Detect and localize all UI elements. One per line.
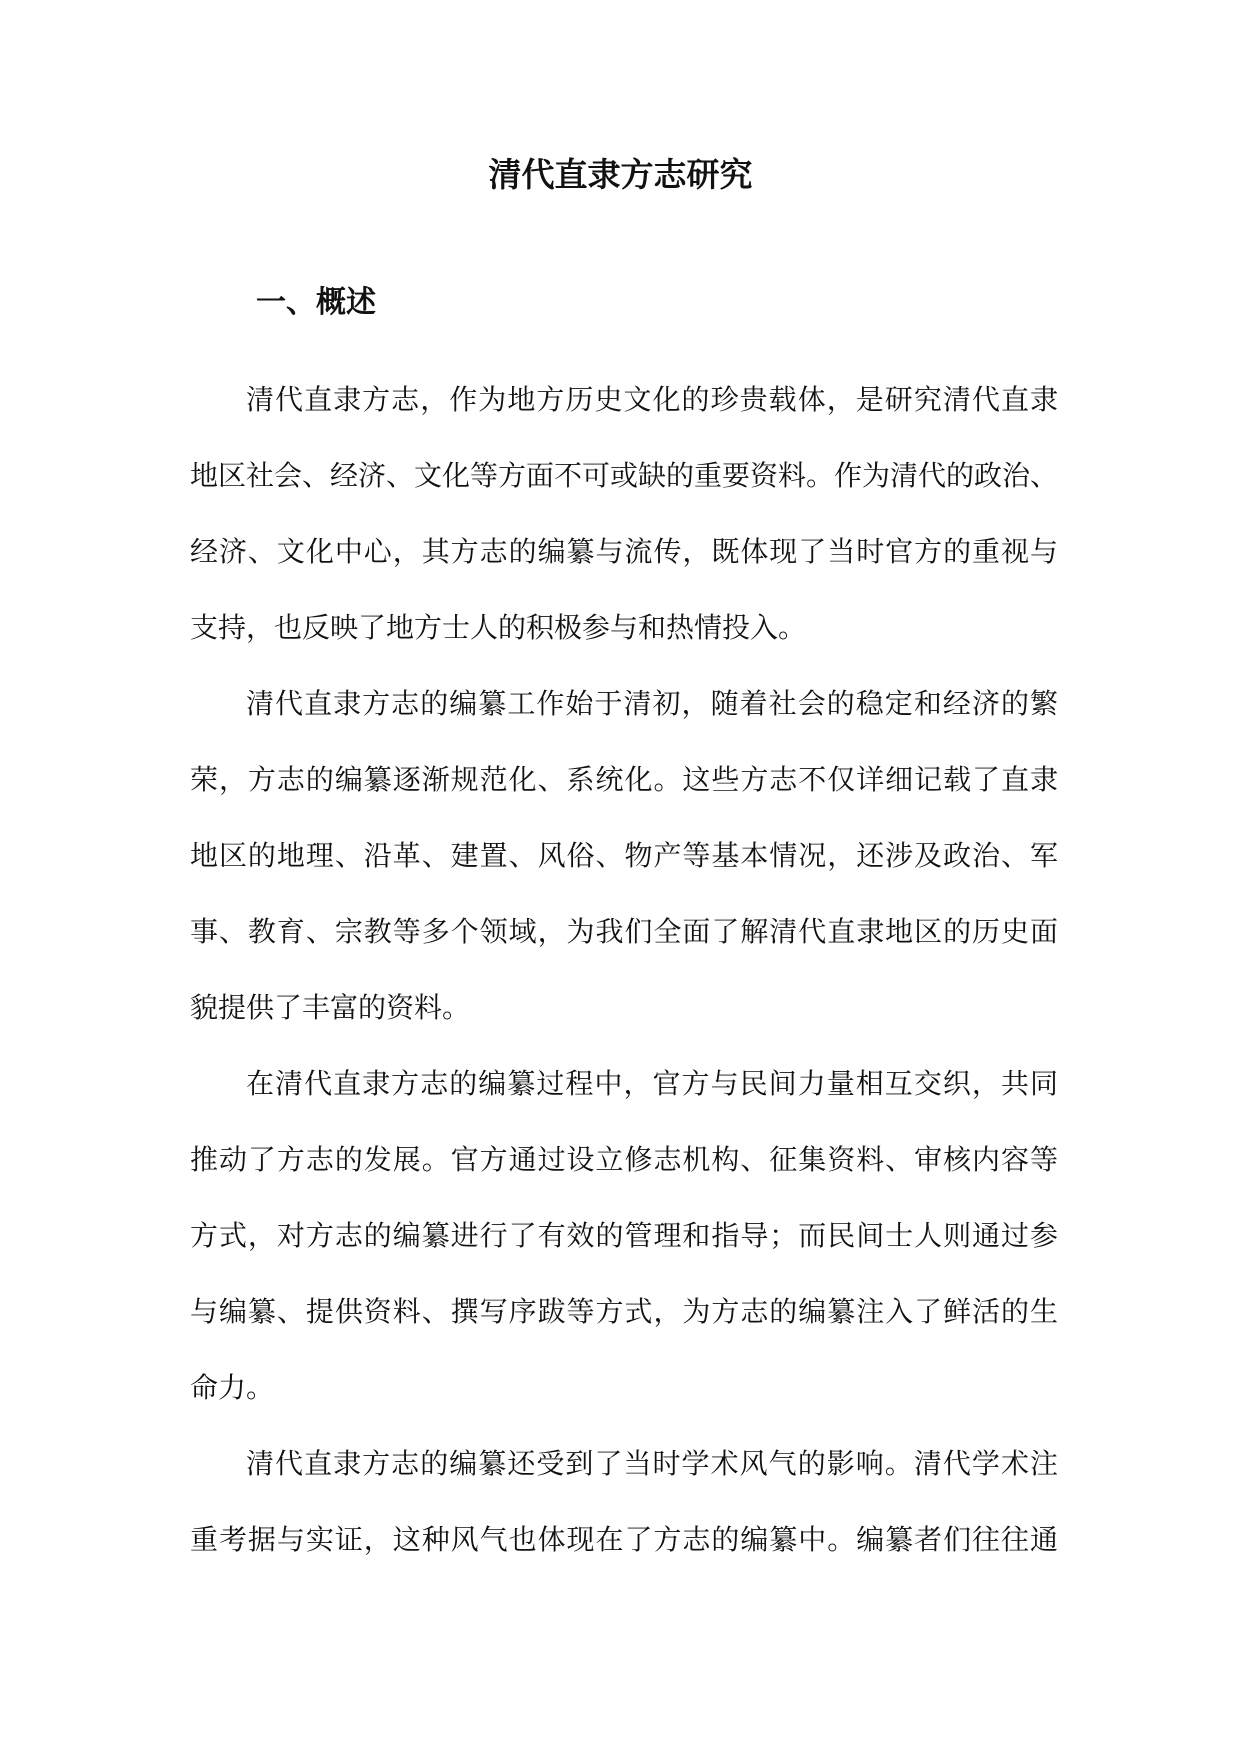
text-line: 荣，方志的编纂逐渐规范化、系统化。这些方志不仅详细记载了直隶 bbox=[190, 763, 1058, 796]
paragraph bbox=[190, 666, 1058, 1046]
text-line: 支持，也反映了地方士人的积极参与和热情投入。 bbox=[190, 611, 807, 644]
text-line: 清代直隶方志，作为地方历史文化的珍贵载体，是研究清代直隶 bbox=[246, 383, 1058, 416]
document-title: 清代直隶方志研究 bbox=[488, 155, 753, 194]
text-line: 重考据与实证，这种风气也体现在了方志的编纂中。编纂者们往往通 bbox=[190, 1523, 1058, 1556]
section-heading: 一、概述 bbox=[256, 285, 376, 320]
text-line: 方式，对方志的编纂进行了有效的管理和指导；而民间士人则通过参 bbox=[190, 1219, 1058, 1252]
paragraph bbox=[190, 362, 1058, 666]
text-line: 经济、文化中心，其方志的编纂与流传，既体现了当时官方的重视与 bbox=[190, 535, 1058, 568]
paragraph bbox=[190, 1426, 1058, 1578]
text-line: 地区的地理、沿革、建置、风俗、物产等基本情况，还涉及政治、军 bbox=[190, 839, 1058, 872]
text-line: 地区社会、经济、文化等方面不可或缺的重要资料。作为清代的政治、 bbox=[190, 459, 1059, 492]
text-line: 事、教育、宗教等多个领域，为我们全面了解清代直隶地区的历史面 bbox=[190, 915, 1058, 948]
text-line: 清代直隶方志的编纂工作始于清初，随着社会的稳定和经济的繁 bbox=[246, 687, 1058, 720]
text-line: 貌提供了丰富的资料。 bbox=[190, 991, 471, 1024]
text-line: 命力。 bbox=[190, 1371, 275, 1404]
body-text bbox=[190, 362, 1058, 1578]
paragraph bbox=[190, 1046, 1058, 1426]
text-line: 在清代直隶方志的编纂过程中，官方与民间力量相互交织，共同 bbox=[246, 1067, 1058, 1100]
text-line: 清代直隶方志的编纂还受到了当时学术风气的影响。清代学术注 bbox=[246, 1447, 1058, 1480]
text-line: 推动了方志的发展。官方通过设立修志机构、征集资料、审核内容等 bbox=[190, 1143, 1058, 1176]
text-line: 与编纂、提供资料、撰写序跋等方式，为方志的编纂注入了鲜活的生 bbox=[190, 1295, 1058, 1328]
